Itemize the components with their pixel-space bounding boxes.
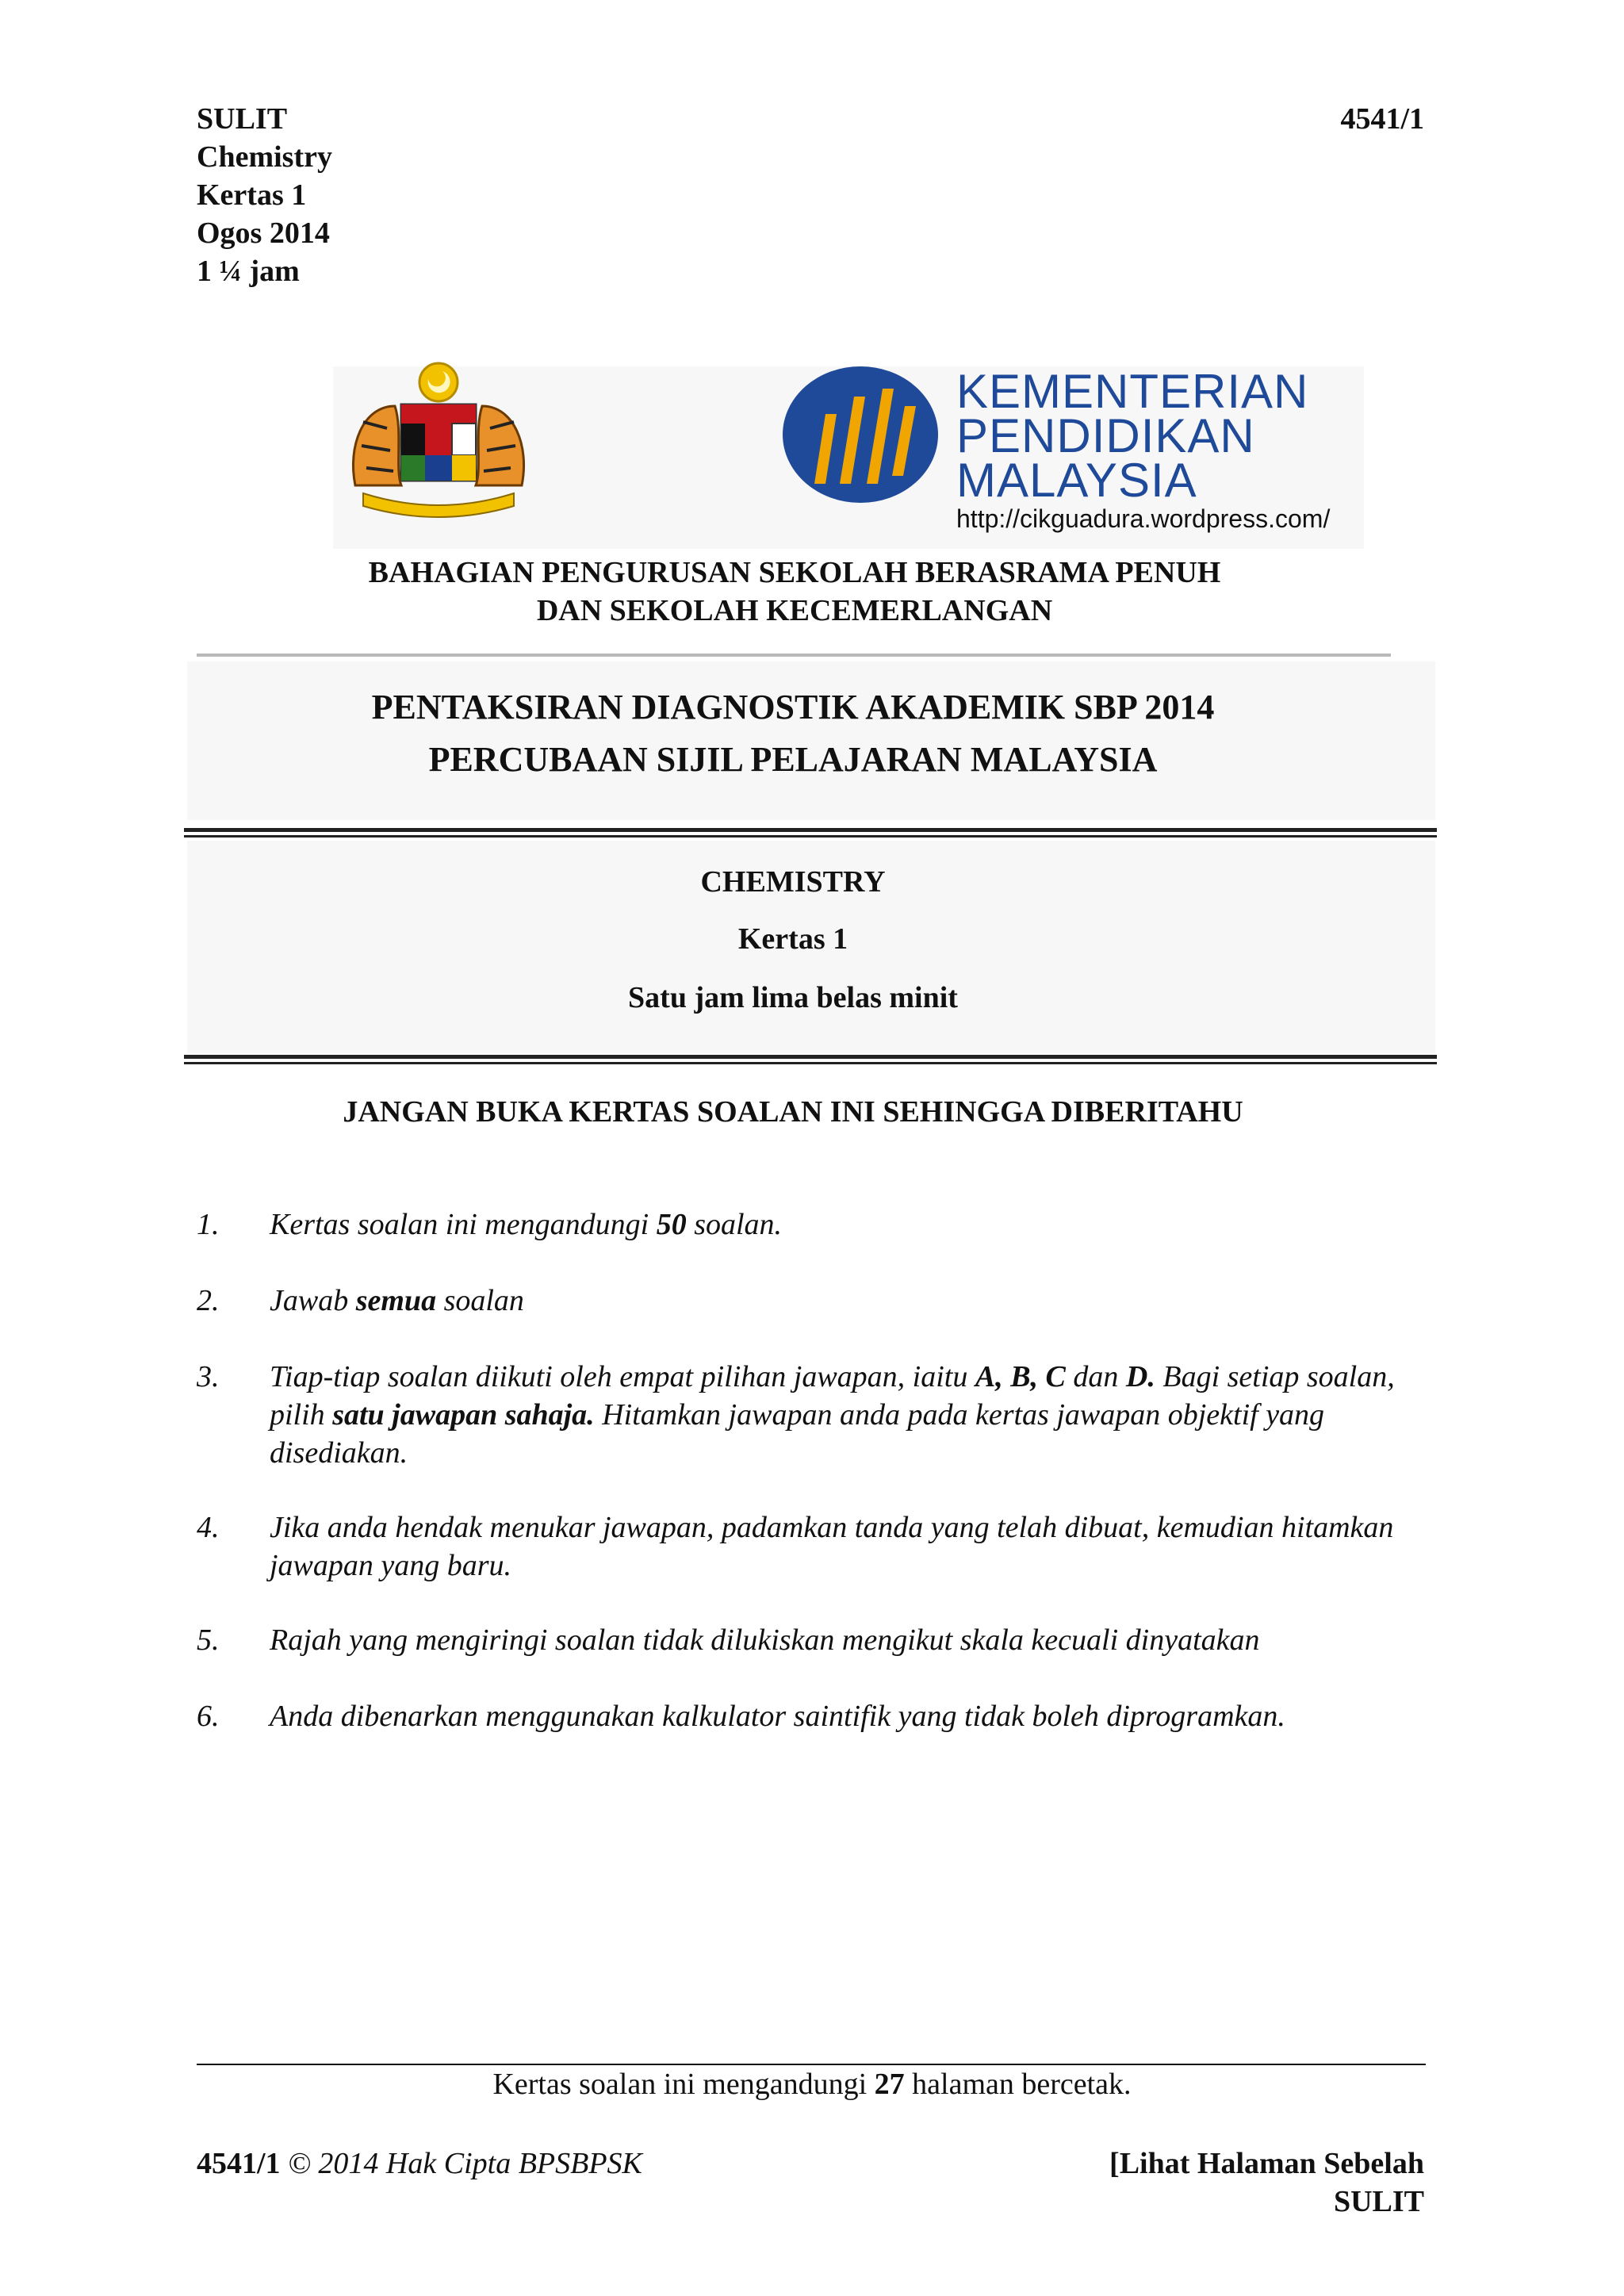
subject-duration: Satu jam lima belas minit — [628, 981, 958, 1014]
exam-title-line-2: PERCUBAAN SIJIL PELAJARAN MALAYSIA — [428, 740, 1158, 779]
instruction-text: Jawab semua soalan — [270, 1284, 524, 1317]
divider-double-bottom — [184, 1055, 1437, 1064]
instruction-number: 2. — [197, 1284, 220, 1317]
classification-label: SULIT — [197, 102, 288, 136]
instruction-number: 5. — [197, 1623, 220, 1657]
instruction-text: Anda dibenarkan menggunakan kalkulator saintifik yang tidak boleh diprogramkan. — [270, 1700, 1285, 1733]
instruction-number: 6. — [197, 1700, 220, 1733]
exam-title-line-1: PENTAKSIRAN DIAGNOSTIK AKADEMIK SBP 2014 — [371, 688, 1215, 726]
instruction-5 — [197, 1621, 1434, 1659]
instruction-3 — [197, 1358, 1434, 1472]
instruction-number: 1. — [197, 1208, 220, 1241]
malaysia-coat-of-arms-icon — [339, 358, 538, 525]
next-page-label: [Lihat Halaman Sebelah — [1109, 2147, 1424, 2180]
copyright-text: © 2014 Hak Cipta BPSBPSK — [288, 2147, 642, 2180]
date-label: Ogos 2014 — [197, 217, 330, 250]
kpm-line-2: PENDIDIKAN — [956, 409, 1255, 462]
division-line-2: DAN SEKOLAH KECEMERLANGAN — [536, 594, 1053, 627]
kpm-wordmark — [956, 365, 1309, 507]
paper-label: Kertas 1 — [197, 178, 307, 212]
subject-label: Chemistry — [197, 140, 332, 174]
instruction-number: 4. — [197, 1511, 220, 1544]
kpm-logo-icon — [781, 365, 940, 504]
instruction-2 — [197, 1282, 1434, 1320]
header-left — [197, 100, 332, 290]
instruction-6 — [197, 1697, 1434, 1735]
instruction-text: Tiap-tiap soalan diikuti oleh empat pilihan jawapan, iaitu A, B, C dan D. Bagi setiap soalan, pilih satu jawapan sahaja. Hitamkan jawapan anda pada kertas jawapan objektif yang disediakan. — [270, 1360, 1395, 1470]
source-url: http://cikguadura.wordpress.com/ — [956, 504, 1331, 533]
instruction-1 — [197, 1205, 1434, 1244]
footer-sulit: SULIT — [1333, 2185, 1424, 2218]
footer-copyright — [197, 2146, 642, 2181]
footer-code: 4541/1 — [197, 2147, 281, 2180]
kpm-line-1: KEMENTERIAN — [956, 365, 1309, 418]
kpm-line-3: MALAYSIA — [956, 454, 1197, 507]
instruction-text: Jika anda hendak menukar jawapan, padamkan tanda yang telah dibuat, kemudian hitamkan jawapan yang baru. — [270, 1511, 1394, 1582]
paper-code: 4541/1 — [1340, 102, 1424, 136]
divider-thin — [197, 654, 1391, 657]
footer-rule — [197, 2064, 1426, 2065]
subject-paper: Kertas 1 — [737, 922, 848, 956]
page-count: Kertas soalan ini mengandungi 27 halaman bercetak. — [492, 2068, 1132, 2101]
division-line-1: BAHAGIAN PENGURUSAN SEKOLAH BERASRAMA PENUH — [368, 556, 1221, 589]
instruction-text: Rajah yang mengiringi soalan tidak dilukiskan mengikut skala kecuali dinyatakan — [270, 1623, 1260, 1657]
instruction-text: Kertas soalan ini mengandungi 50 soalan. — [270, 1208, 783, 1241]
duration-label: 1 ¼ jam — [197, 255, 300, 288]
warning-notice: JANGAN BUKA KERTAS SOALAN INI SEHINGGA DIBERITAHU — [343, 1095, 1243, 1129]
instruction-4 — [197, 1508, 1434, 1585]
instruction-number: 3. — [197, 1360, 220, 1393]
divider-double-top — [184, 828, 1437, 838]
subject-name: CHEMISTRY — [700, 865, 886, 899]
